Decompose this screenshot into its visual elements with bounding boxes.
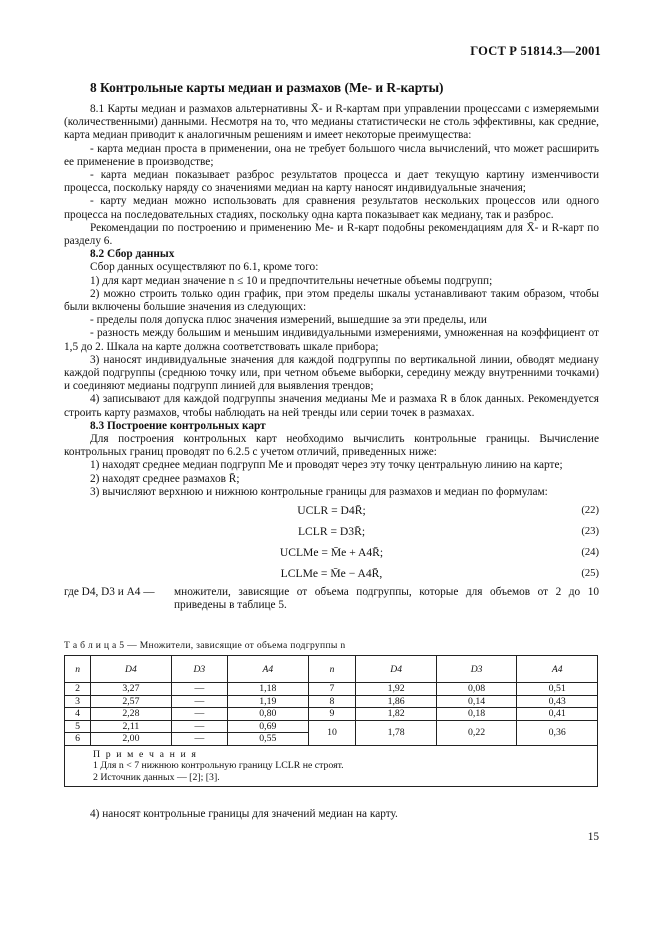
subsection-title-8-3: 8.3 Построение контрольных карт [90,419,266,432]
legend-symbols: где D4, D3 и A4 — [64,586,155,599]
column-header: D4 [91,656,171,683]
formula-number: (25) [581,568,599,580]
column-header: n [308,656,356,683]
list-item: 2) можно строить только один график, при этом пределы шкалы устанавливают таким образом, чтобы были включены большие значения из следующих: [64,287,599,314]
table-notes [65,745,598,787]
table-cell: 3 [65,695,91,708]
standard-header: ГОСТ Р 51814.3—2001 [470,44,601,58]
table-header-row [65,656,598,683]
table-cell: 0,80 [228,708,308,721]
table-cell: 2,00 [91,733,171,746]
multipliers-table [64,655,598,787]
table-cell: — [171,695,227,708]
formula-25 [64,567,599,583]
bullet-item: - разность между большим и меньшим индивидуальными измерениями, умноженная на коэффициент от 1,5 до 2. Шкала на карте должна соответствовать шкале прибора; [64,327,599,353]
table-cell: 2,57 [91,695,171,708]
table-cell: 1,82 [356,708,436,721]
formula-text: UCLMe = M̄e + A4R̄; [279,546,384,560]
subsection-title-8-2: 8.2 Сбор данных [90,248,175,261]
list-item: 1) для карт медиан значение n ≤ 10 и предпочтительны нечетные объемы подгрупп; [90,274,493,287]
page-number: 15 [587,831,599,843]
table-cell: 4 [65,708,91,721]
column-header: A4 [517,656,598,683]
column-header: n [65,656,91,683]
legend-description: множители, зависящие от объема подгруппы, которые для объемов от 2 до 10 приведены в таблице 5. [174,586,599,612]
formula-23 [64,525,599,541]
table-cell: 0,22 [436,720,516,745]
column-header: D4 [356,656,436,683]
list-item: 3) вычисляют верхнюю и нижнюю контрольные границы для размахов и медиан по формулам: [90,485,548,498]
table-cell: — [171,733,227,746]
table-cell: — [171,720,227,733]
table-cell: — [171,708,227,721]
table-cell: 0,51 [517,683,598,696]
bullet-item: - карта медиан проста в применении, она не требует большого числа вычислений, что может расширить ее применение в производстве; [64,142,599,168]
note-item: 1 Для n < 7 нижнюю контрольную границу LCLR не строят. [93,760,344,771]
table-cell: 0,14 [436,695,516,708]
table-cell: 10 [308,720,356,745]
formula-legend [64,586,599,612]
table-row [65,708,598,721]
list-item: 1) находят среднее медиан подгрупп Me и проводят через эту точку центральную линию на карте; [90,459,563,472]
table-cell: 0,41 [517,708,598,721]
section-title: 8 Контрольные карты медиан и размахов (Me- и R-карты) [90,80,444,95]
table-notes-row [65,745,598,787]
list-item: 4) записывают для каждой подгруппы значения медианы Me и размаха R в блок данных. Рекомендуется строить карту размахов, чтобы наблюдать на ней тренды или серии точек в размахах. [64,393,599,419]
notes-title: П р и м е ч а н и я [93,748,198,760]
table-cell: 0,55 [228,733,308,746]
bullet-item: - карту медиан можно использовать для сравнения результатов нескольких процессов или одного процесса на последовательных стадиях, поскольку одна карта показывает как медиану, так и разброс. [64,195,599,221]
note-item: 2 Источник данных — [2]; [3]. [93,771,220,783]
table-cell: 6 [65,733,91,746]
table-row [65,683,598,696]
table-cell: 0,69 [228,720,308,733]
formula-22 [64,504,599,520]
table-cell: 0,18 [436,708,516,721]
list-item: 2) находят среднее размахов R̄; [90,472,240,485]
table-cell: 2,11 [91,720,171,733]
column-header: D3 [171,656,227,683]
table-cell: 1,92 [356,683,436,696]
formula-number: (23) [581,526,599,538]
formula-number: (24) [581,547,599,559]
paragraph: Сбор данных осуществляют по 6.1, кроме того: [90,261,319,274]
formula-number: (22) [581,505,599,517]
formula-24 [64,546,599,562]
column-header: A4 [228,656,308,683]
table-cell: 0,08 [436,683,516,696]
formula-text: UCLR = D4R̄; [297,504,366,518]
table-caption: Т а б л и ц а 5 — Множители, зависящие от объема подгруппы n [64,640,346,651]
section-body [64,103,599,613]
table-cell: 8 [308,695,356,708]
formula-text: LCLMe = M̄e − A4R̄, [280,567,383,581]
recommendation-paragraph: Рекомендации по построению и применению Me- и R-карт подобны рекомендациям для X̄- и R-карт по разделу 6. [64,221,599,248]
list-item: 3) наносят индивидуальные значения для каждой подгруппы по вертикальной линии, обводят медиану каждой подгруппы (среднюю точку или, при четном объеме выборки, середину между внутренними точками) и соединяют медианы подгрупп линией для выявления трендов; [64,353,599,393]
table-cell: 9 [308,708,356,721]
table-cell: — [171,683,227,696]
table-cell: 0,43 [517,695,598,708]
table-cell: 1,19 [228,695,308,708]
formula-text: LCLR = D3R̄; [297,525,366,539]
table-cell: 7 [308,683,356,696]
bullet-item: - карта медиан показывает разброс результатов процесса и дает текущую картину изменчивости процесса, поскольку наряду со значениями медиан на карту наносят индивидуальные значения; [64,169,599,195]
table-row [65,695,598,708]
paragraph-8-1: 8.1 Карты медиан и размахов альтернативны X̄- и R-картам при управлении процессами с измеряемыми (количественными) данными. Несмотря на то, что медианы статистически не столь эффективны, как средние, карта медиан приводит к аналогичным решениям и имеет некоторые преимущества: [64,103,599,142]
table-cell: 2 [65,683,91,696]
table-cell: 0,36 [517,720,598,745]
table-cell: 3,27 [91,683,171,696]
table-cell: 1,86 [356,695,436,708]
table-cell: 1,78 [356,720,436,745]
table-cell: 5 [65,720,91,733]
bullet-item: - пределы поля допуска плюс значения измерений, вышедшие за эти пределы, или [90,314,487,327]
paragraph: Для построения контрольных карт необходимо вычислить контрольные границы. Вычисление контрольных границ проводят по 6.2.5 с учетом отличий, приведенных ниже: [64,433,599,459]
list-item: 4) наносят контрольные границы для значений медиан на карту. [90,808,398,820]
table-cell: 1,18 [228,683,308,696]
column-header: D3 [436,656,516,683]
table-row [65,720,598,733]
table-cell: 2,28 [91,708,171,721]
